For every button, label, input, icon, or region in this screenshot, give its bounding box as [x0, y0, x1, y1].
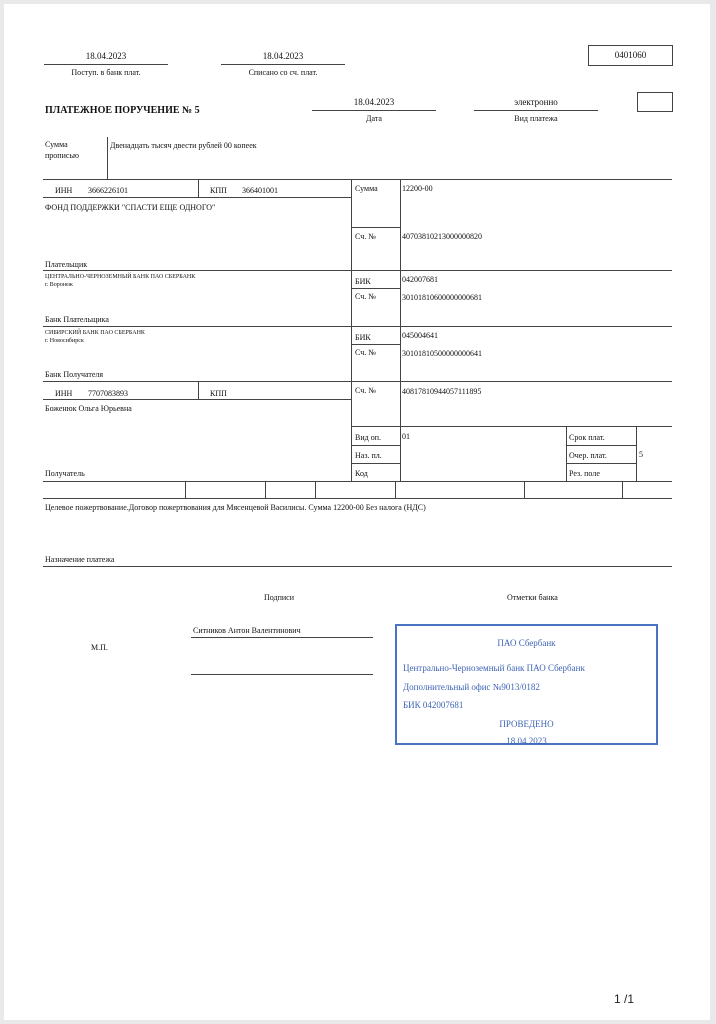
inn-kpp-divider: [198, 180, 199, 197]
row-line: [43, 326, 672, 327]
payer-inn: 3666226101: [88, 186, 128, 195]
order-date-line: [312, 110, 436, 111]
stamp-status: ПРОВЕДЕНО: [499, 719, 554, 729]
reserve-label: Рез. поле: [569, 469, 600, 478]
row-line: [43, 197, 351, 198]
payer-label: Плательщик: [45, 260, 88, 269]
stamp-bank: ПАО Сбербанк: [497, 638, 556, 648]
op-type: 01: [402, 432, 410, 441]
payee-kpp-label: КПП: [210, 389, 227, 398]
row-line: [43, 481, 672, 482]
signature-line: [191, 674, 373, 675]
payer-kpp-label: КПП: [210, 186, 227, 195]
payer-kpp: 366401001: [242, 186, 278, 195]
payer-bank-bik: 042007681: [402, 275, 438, 284]
priority-label: Очер. плат.: [569, 451, 607, 460]
tax-field-divider: [185, 481, 186, 498]
tax-field-divider: [622, 481, 623, 498]
row-line: [351, 288, 400, 289]
tax-field-divider: [315, 481, 316, 498]
payer-bank-label: Банк Плательщика: [45, 315, 109, 324]
row-line: [43, 566, 672, 567]
received-label: Поступ. в банк плат.: [71, 68, 141, 77]
row-line: [351, 344, 400, 345]
stamp-office: Дополнительный офис №9013/0182: [403, 682, 540, 692]
signature-line: [191, 637, 373, 638]
empty-code-box: [637, 92, 673, 112]
payee-label: Получатель: [45, 469, 85, 478]
tax-field-divider: [395, 481, 396, 498]
payer-account: 40703810213000000820: [402, 232, 482, 241]
page-indicator: 1 /1: [613, 992, 634, 1006]
amount-words-label-1: Сумма: [45, 140, 68, 149]
stamp-branch: Центрально-Черноземный банк ПАО Сбербанк: [403, 663, 585, 673]
code-label: Код: [355, 469, 368, 478]
payment-type-line: [474, 110, 598, 111]
received-date: 18.04.2023: [85, 51, 127, 61]
payee-bank-bik-label: БИК: [355, 333, 371, 342]
details-divider: [636, 426, 637, 481]
payer-inn-label: ИНН: [55, 186, 73, 195]
payer-bank-account: 30101810600000000681: [402, 293, 482, 302]
inn-kpp-divider: [198, 381, 199, 399]
debited-label: Списано со сч. плат.: [248, 68, 318, 77]
order-date-label: Дата: [366, 114, 382, 123]
form-code: 0401060: [614, 50, 647, 60]
purpose-label: Назначение платежа: [45, 555, 115, 564]
debited-date-line: [221, 64, 345, 65]
row-line: [43, 179, 672, 180]
column-divider-main: [351, 180, 352, 481]
row-line: [566, 445, 636, 446]
payer-bank-bik-label: БИК: [355, 277, 371, 286]
stamp-date: 18.04.2023: [506, 736, 547, 746]
row-line: [351, 426, 672, 427]
order-date: 18.04.2023: [353, 97, 395, 107]
payer-sum-label: Сумма: [355, 184, 378, 193]
row-line: [43, 498, 672, 499]
priority-value: 5: [639, 450, 643, 459]
payer-sum: 12200-00: [402, 184, 433, 193]
payer-bank-city: г. Воронеж: [45, 282, 73, 288]
op-type-label: Вид оп.: [355, 433, 381, 442]
payee-bank-account: 30101810500000000641: [402, 349, 482, 358]
payment-type: электронно: [514, 97, 558, 107]
amount-words-label-2: прописью: [45, 151, 80, 160]
stamp-bik: БИК 042007681: [403, 700, 464, 710]
term-label: Срок плат.: [569, 433, 605, 442]
document-title: ПЛАТЕЖНОЕ ПОРУЧЕНИЕ № 5: [45, 105, 200, 116]
debited-date: 18.04.2023: [262, 51, 304, 61]
payee-bank-city: г. Новосибирск: [45, 338, 84, 344]
received-date-line: [44, 64, 168, 65]
payer-name: ФОНД ПОДДЕРЖКИ "СПАСТИ ЕЩЕ ОДНОГО": [45, 203, 216, 212]
payer-bank-account-label: Сч. №: [355, 292, 376, 301]
payment-order-document: [4, 4, 710, 1020]
bank-stamp: [395, 624, 658, 745]
row-line: [43, 399, 351, 400]
row-line: [566, 463, 636, 464]
bank-marks-label: Отметки банка: [507, 593, 558, 602]
amount-words-value: Двенадцать тысяч двести рублей 00 копеек: [110, 141, 257, 150]
row-line: [43, 270, 672, 271]
stamp-place-label: М.П.: [91, 643, 108, 652]
payee-inn-label: ИНН: [55, 389, 73, 398]
column-divider-values: [400, 180, 401, 481]
details-divider: [566, 426, 567, 481]
form-code-box: [588, 45, 673, 66]
payee-bank-name: СИБИРСКИЙ БАНК ПАО СБЕРБАНК: [45, 330, 145, 336]
payment-type-label: Вид платежа: [514, 114, 558, 123]
payer-bank-name: ЦЕНТРАЛЬНО-ЧЕРНОЗЕМНЫЙ БАНК ПАО СБЕРБАНК: [45, 274, 196, 280]
signatures-label: Подписи: [264, 593, 295, 602]
row-line: [351, 227, 400, 228]
row-line: [351, 463, 400, 464]
payee-bank-account-label: Сч. №: [355, 348, 376, 357]
payer-account-label: Сч. №: [355, 232, 376, 241]
payee-inn: 7707083893: [88, 389, 128, 398]
purpose-text: Целевое пожертвование.Договор пожертвования для Мясенцевой Василисы. Сумма 12200-00 Без налога (НДС): [45, 503, 426, 512]
purpose-code-label: Наз. пл.: [355, 451, 382, 460]
payee-bank-label: Банк Получателя: [45, 370, 104, 379]
signer-name: Ситников Антон Валентинович: [193, 626, 301, 635]
amount-words-divider: [107, 137, 108, 179]
tax-field-divider: [524, 481, 525, 498]
row-line: [351, 445, 400, 446]
payee-bank-bik: 045004641: [402, 331, 438, 340]
tax-field-divider: [265, 481, 266, 498]
payee-account: 40817810944057111895: [402, 387, 482, 396]
payee-name: Боженюк Ольга Юрьевна: [45, 404, 132, 413]
row-line: [43, 381, 672, 382]
payee-account-label: Сч. №: [355, 386, 376, 395]
